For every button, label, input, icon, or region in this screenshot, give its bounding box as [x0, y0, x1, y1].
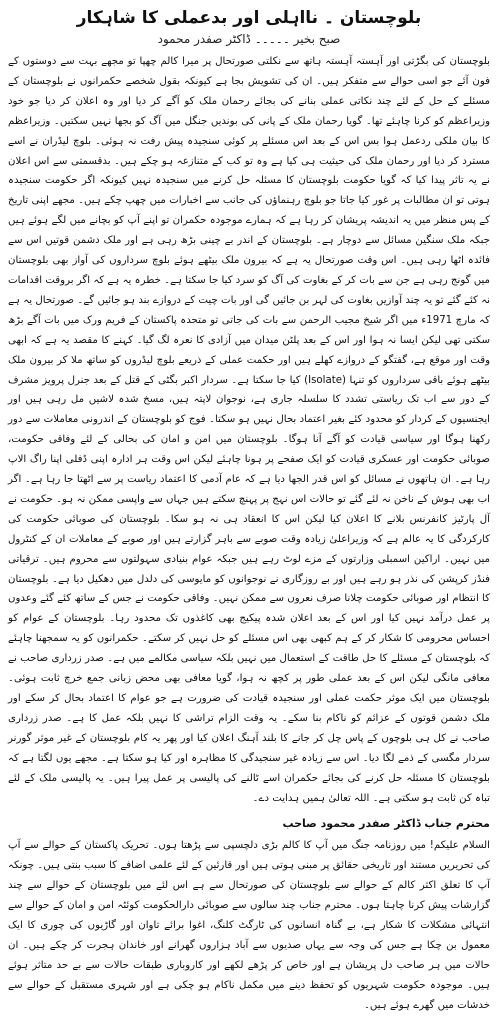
article-byline: صبح بخیر ۔۔۔۔۔ ڈاکٹر صفدر محمود [157, 32, 341, 46]
article-body: بلوچستان کی بگڑتی اور آہستہ آہستہ ہاتھ سے نکلتی صورتحال پر میرا کالم چھپا تو مجھے بہت سے دوستوں کے فون آئے جو اسی حوالے سے متفکر ہیں۔ ان کی تشویش بجا ہے کیونکہ بقول شخصے حکمرانوں نے بلوچستان کے مسئلے کے حل کے لئے چند نکاتی عملی بنانے کی بجائے رحمان ملک کو آگے کر دیا اور وہ اعلان کر دیا جو خود وزیراعظم کو کرنا چاہئے تھا۔ گویا رحمان ملک کے پانی کی بوندیں جنگل میں آگ کو بجھا نہیں سکتیں۔ وزیراعظم کا بیان ملکی ردعمل ہوا بس اس کے بعد اس مسئلے پر کوئی سنجیدہ پیش رفت نہ ہوئی۔ بلوچ لیڈران نے اسے مسترد کر دیا اور رحمان ملک کی حیثیت ہی کیا ہے وہ تو کب کے متنازعہ ہو چکے ہیں۔ بدقسمتی سے اس اعلان نے یہ تاثر پیدا کیا کہ گویا حکومت بلوچستان کا مسئلہ حل کرنے میں سنجیدہ نہیں کیونکہ اگر حکومت سنجیدہ ہوتی تو ان مطالبات پر غور کیا جاتا جو بلوچ رہنماؤں کی جانب سے اخبارات میں چھپ چکے ہیں۔ مجھے اپنی تاریخ کے پس منظر میں یہ اندیشہ پریشان کر رہا ہے کہ ہمارے موجودہ حکمران تو اپنے آپ کو بچانے میں لگے ہوئے ہیں جبکہ ملک سنگین مسائل سے دوچار ہے۔ بلوچستان کے اندر بے چینی بڑھ رہی ہے اور ملک دشمن قوتیں اس سے فائدہ اٹھا رہی ہیں۔ اس وقت صورتحال یہ ہے کہ بیرون ملک بیٹھے ہوئے بلوچ سرداروں کی آواز بھی بلوچستان میں گونج رہی ہے جن سے بات کر کے بغاوت کی آگ کو سرد کیا جا سکتا ہے۔ خطرہ یہ ہے کہ اگر بروقت اقدامات نہ کئے گئے تو یہ چند آوازیں بغاوت کی لہر بن جائیں گی اور بات چیت کے دروازے بند ہو جائیں گے۔ صورتحال یہ ہے کہ مارچ 1971ء میں اگر شیخ مجیب الرحمن سے بات کی جاتی تو متحدہ پاکستان کے فریم ورک میں بات آگے بڑھ سکتی تھی لیکن ایسا نہ ہوا اور اس کے بعد پلٹن میدان میں آزادی کا نعرہ لگ گیا۔ کہنے کا مقصد یہ ہے کہ ابھی وقت اور موقع ہے، گفتگو کے دروازے کھلے ہیں اور حکمت عملی کے ذریعے بلوچ لیڈروں کو ساتھ ملا کر بیرون ملک بیٹھے ہوئے باقی سرداروں کو تنہا (Isolate) کیا جا سکتا ہے۔ سردار اکبر بگٹی کے قتل کے بعد جنرل پرویز مشرف کے دور سے اب تک ریاستی تشدد کا سلسلہ جاری ہے، نوجوان لاپتہ ہیں، مسخ شدہ لاشیں مل رہی ہیں اور ایجنسیوں کے کردار کو محدود کئے بغیر اعتماد بحال نہیں ہو سکتا۔ فوج کو بلوچستان کے اندرونی معاملات سے دور رکھنا ہوگا اور سیاسی قیادت کو آگے آنا ہوگا۔ بلوچستان میں امن و امان کی بحالی کے لئے وفاقی حکومت، صوبائی حکومت اور عسکری قیادت کو ایک صفحے پر ہونا چاہئے لیکن اس وقت ہر ادارہ اپنی ڈفلی اپنا راگ الاپ رہا ہے۔ ان ہاتھوں نے مسائل کو اس قدر الجھا دیا ہے کہ عام آدمی کا اعتماد ریاست پر سے اٹھتا جا رہا ہے۔ اگر اب بھی ہوش کے ناخن نہ لئے گئے تو حالات اس نہج پر پہنچ سکتے ہیں جہاں سے واپسی ممکن نہ ہو۔ حکومت نے آل پارٹیز کانفرنس بلانے کا اعلان کیا لیکن اس کا انعقاد ہی نہ ہو سکا۔ بلوچستان کی صوبائی حکومت کی کارکردگی کا یہ عالم ہے کہ وزیراعلیٰ زیادہ وقت صوبے سے باہر گزارتے ہیں اور صوبے کے معاملات ان کے کنٹرول میں نہیں۔ اراکین اسمبلی وزارتوں کے مزے لوٹ رہے ہیں جبکہ عوام بنیادی سہولتوں سے محروم ہیں۔ ترقیاتی فنڈز کرپشن کی نذر ہو رہے ہیں اور بے روزگاری نے نوجوانوں کو مایوسی کی دلدل میں دھکیل دیا ہے۔ بلوچستان کا انتظام اور صوبائی حکومت چلانا صرف نعروں سے ممکن نہیں۔ وفاقی حکومت نے جس کے ساتھ کئے گئے وعدوں پر عمل درآمد نہیں کیا اور اس کے بعد اعلان شدہ پیکیج بھی کاغذوں تک محدود رہا۔ بلوچستان کے عوام کو احساس محرومی کا شکار کر کے ہم کبھی بھی اس مسئلے کو حل نہیں کر سکتے۔ حکمرانوں کو یہ سمجھنا چاہئے کہ بلوچستان کے مسئلے کا حل طاقت کے استعمال میں نہیں بلکہ سیاسی مکالمے میں ہے۔ صدر زرداری صاحب نے معافی مانگی لیکن اس کے بعد عملی طور پر کچھ نہ ہوا، گویا معافی بھی محض زبانی جمع خرچ ثابت ہوئی۔ بلوچستان میں ایک موثر حکمت عملی اور سنجیدہ قیادت کی ضرورت ہے جو عوام کا اعتماد بحال کر سکے اور ملک دشمن قوتوں کے عزائم کو ناکام بنا سکے۔ یہ وقت الزام تراشی کا نہیں بلکہ عمل کا ہے۔ صدر زرداری صاحب نے کل ہی بلوچوں کے پاس چل کر جانے کا بلند آہنگ اعلان کیا اور پھر یہ کام بلوچستان کے غیر موثر گورنر سردار مگسی کے ذمے لگا دیا۔ اس سے زیادہ غیر سنجیدگی کا مظاہرہ اور کیا ہو سکتا ہے۔ مجھے یوں لگتا ہے کہ بلوچستان کا مسئلہ حل کرنے کی بجائے حکمران اسے ٹالنے کی پالیسی پر عمل پیرا ہیں۔ یہ پالیسی ملک کے لئے تباہ کن ثابت ہو سکتی ہے۔ اللہ تعالیٰ ہمیں ہدایت دے۔ [8, 56, 490, 804]
letter-body: السلام علیکم! میں روزنامہ جنگ میں آپ کا کالم بڑی دلچسپی سے پڑھتا ہوں۔ تحریک پاکستان کے حوالے سے آپ کی تحریریں مستند اور تاریخی حقائق پر مبنی ہوتی ہیں اور قارئین کے لئے علمی اضافے کا سبب بنتی ہیں۔ چونکہ آپ کا تعلق اکثر کالم کے حوالے سے بلوچستان کی صورتحال سے ہے اس لئے میں بلوچستان کے حوالے سے چند گزارشات پیش کرنا چاہتا ہوں۔ محترم جناب چند سالوں سے صوبائی دارالحکومت کوئٹہ امن و امان کے حوالے سے انتہائی مشکلات کا شکار ہے، بے گناہ انسانوں کی ٹارگٹ کلنگ، اغوا برائے تاوان اور گاڑیوں کی چوری کا ایک معمول بن چکا ہے جس کی وجہ سے یہاں صدیوں سے آباد ہزاروں گھرانے اور خاندان ہجرت کر چکے ہیں۔ ان حالات میں ہر صاحب دل پریشان ہے اور خاص کر پڑھے لکھے اور کاروباری طبقات حالات سے بے حد متاثر ہوئے ہیں۔ موجودہ حکومت شہریوں کو تحفظ دینے میں مکمل ناکام ہو چکی ہے اور شہری مستقبل کے حوالے سے خدشات میں گھرے ہوئے ہیں۔ [8, 840, 490, 1011]
article-headline: بلوچستان ۔ نااہلی اور بدعملی کا شاہکار [76, 8, 422, 28]
letter-heading: محترم جناب ڈاکٹر صفدر محمود صاحب [282, 817, 490, 831]
